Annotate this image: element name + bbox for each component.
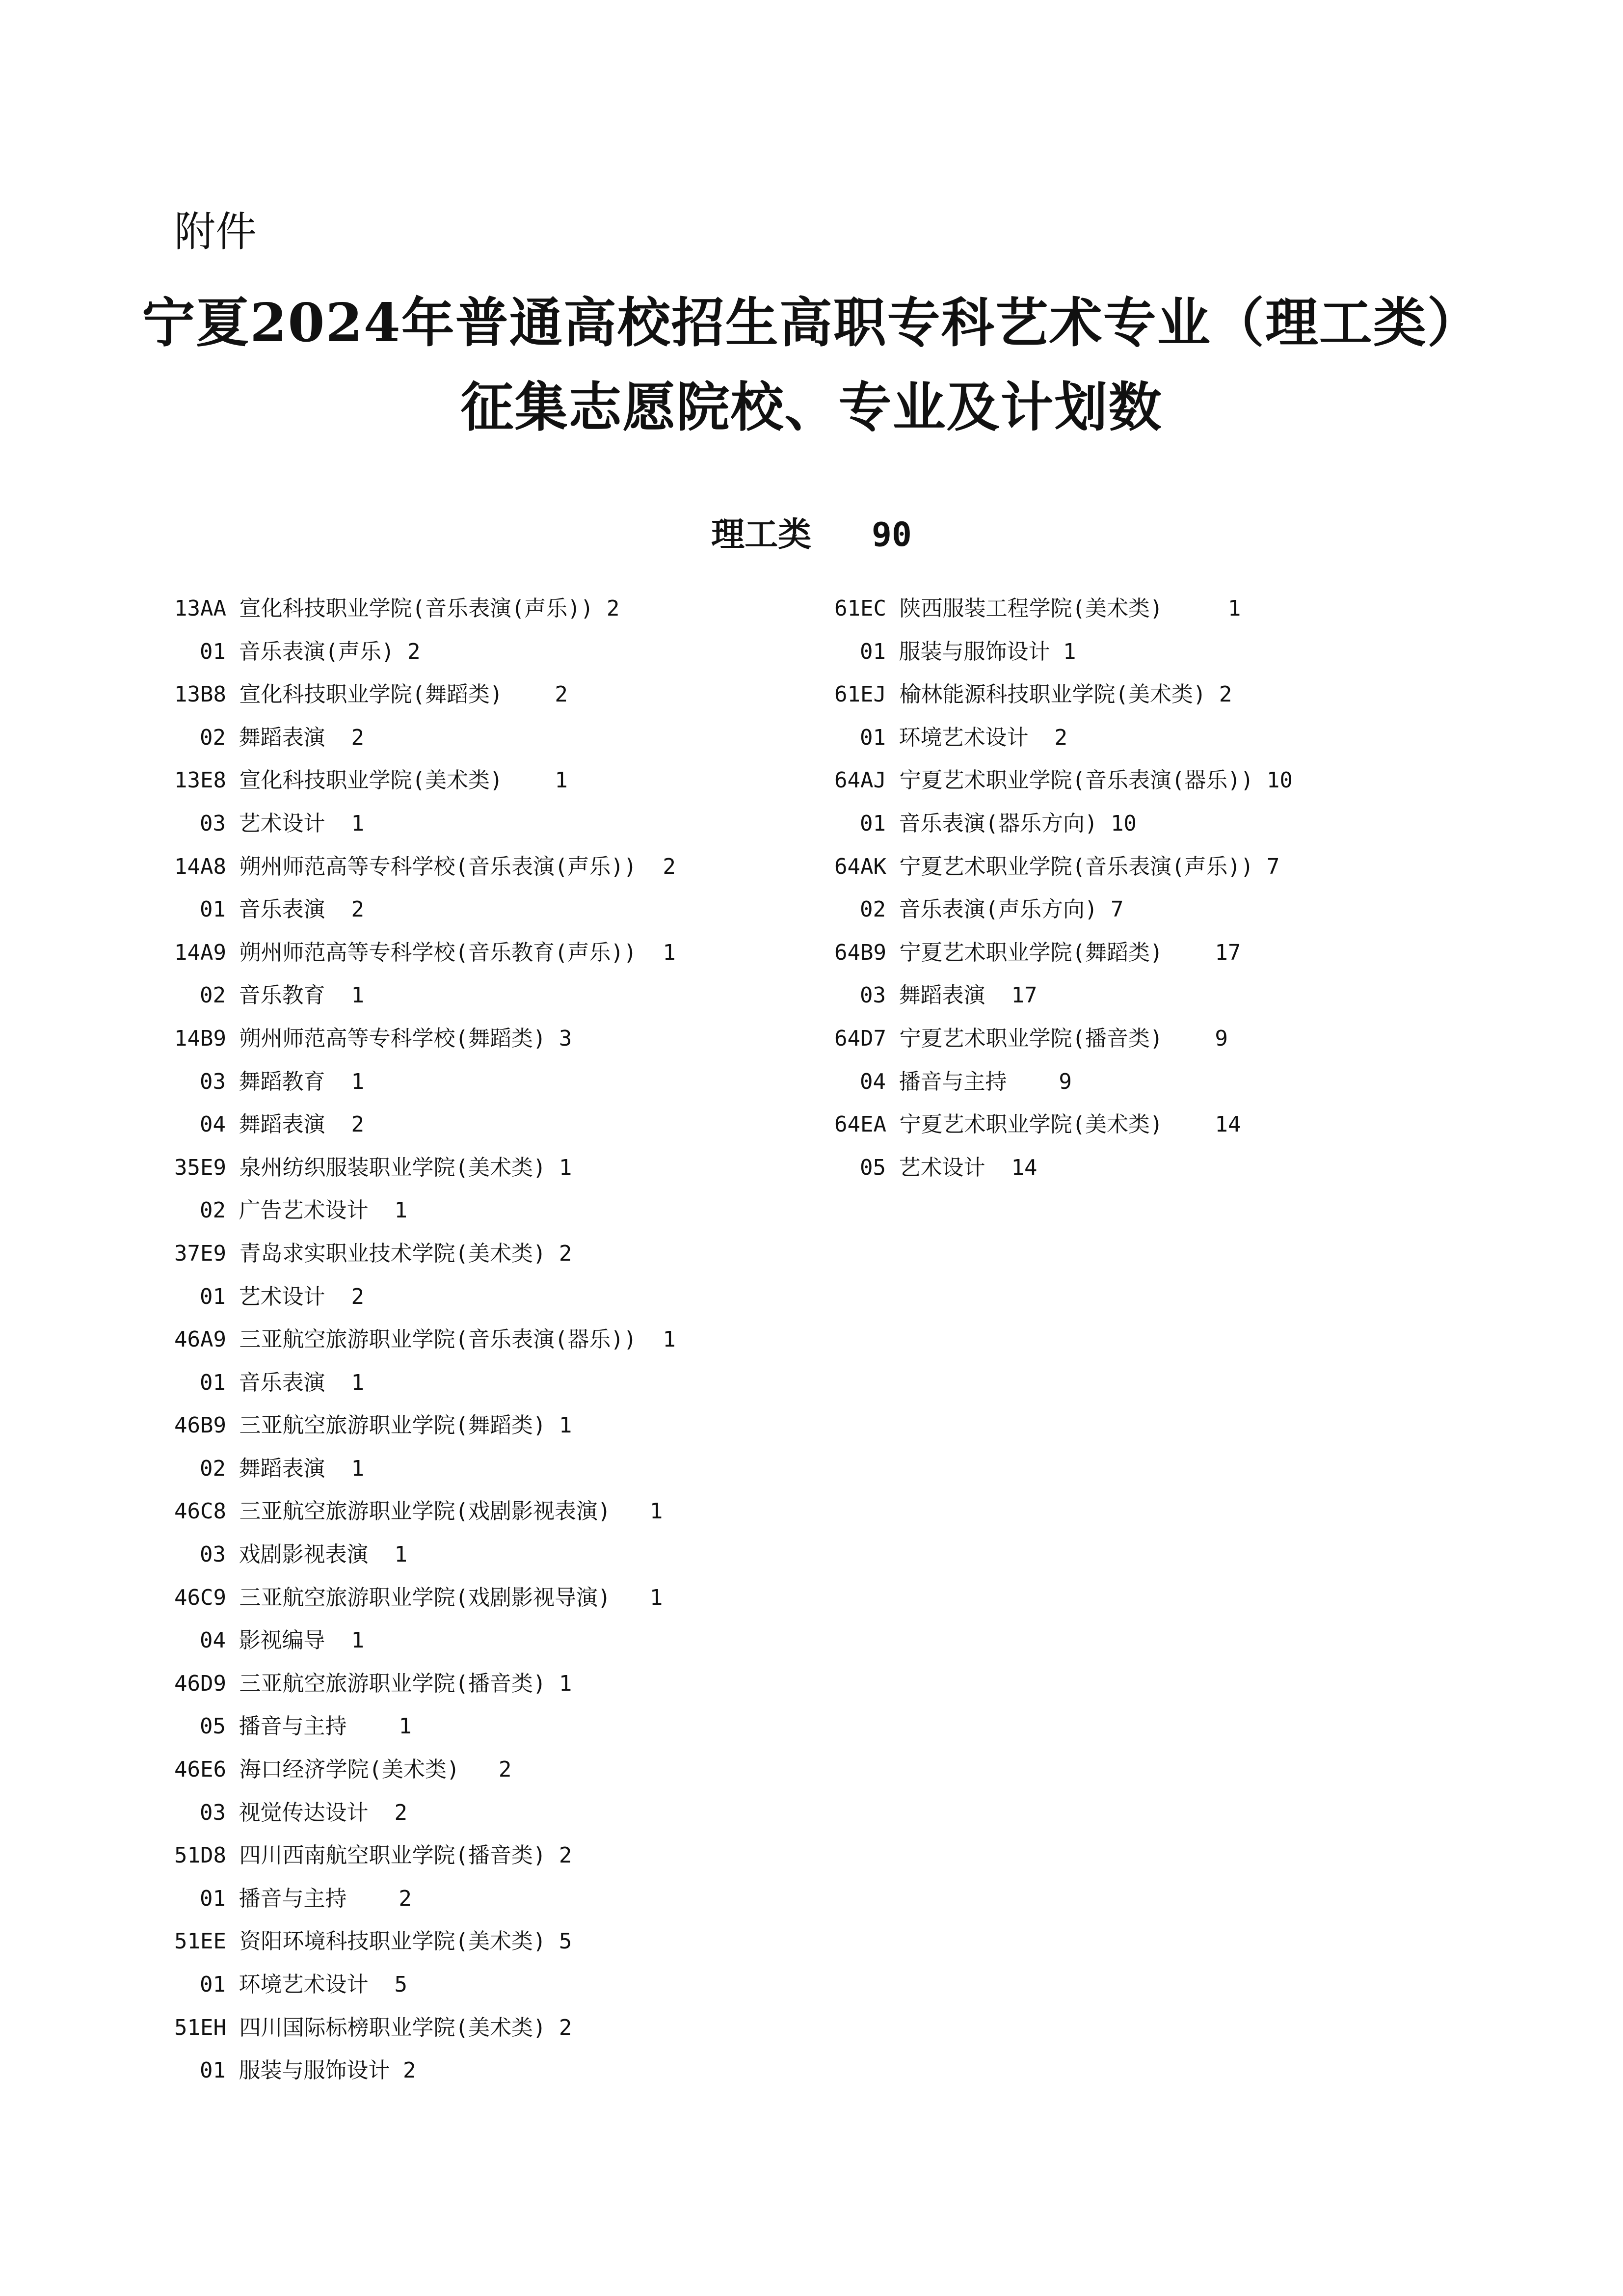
major-entry: 01 音乐表演 2 — [200, 897, 364, 922]
major-entry: 04 影视编导 1 — [200, 1628, 364, 1653]
school-entry: 51EE 资阳环境科技职业学院(美术类) 5 — [174, 1929, 572, 1954]
school-entry: 37E9 青岛求实职业技术学院(美术类) 2 — [174, 1241, 572, 1266]
school-entry: 35E9 泉州纺织服装职业学院(美术类) 1 — [174, 1155, 572, 1180]
major-entry: 01 播音与主持 2 — [200, 1886, 412, 1911]
annex-label: 附件 — [174, 208, 257, 256]
major-entry: 01 环境艺术设计 2 — [860, 725, 1067, 750]
school-entry: 14A9 朔州师范高等专科学校(音乐教育(声乐)) 1 — [174, 940, 676, 965]
school-entry: 14A8 朔州师范高等专科学校(音乐表演(声乐)) 2 — [174, 854, 676, 879]
major-entry: 01 音乐表演(器乐方向) 10 — [860, 810, 1137, 836]
major-entry: 02 音乐表演(声乐方向) 7 — [860, 897, 1124, 922]
school-entry: 46E6 海口经济学院(美术类) 2 — [174, 1757, 512, 1783]
major-entry: 03 舞蹈表演 17 — [860, 983, 1038, 1008]
major-entry: 04 舞蹈表演 2 — [200, 1112, 364, 1137]
major-entry: 01 艺术设计 2 — [200, 1284, 364, 1309]
major-entry: 02 舞蹈表演 2 — [200, 725, 364, 750]
school-entry: 14B9 朔州师范高等专科学校(舞蹈类) 3 — [174, 1026, 572, 1051]
school-entry: 51D8 四川西南航空职业学院(播音类) 2 — [174, 1843, 572, 1868]
school-entry: 64B9 宁夏艺术职业学院(舞蹈类) 17 — [834, 940, 1241, 965]
document-title-line-2: 征集志愿院校、专业及计划数 — [460, 377, 1163, 438]
school-entry: 61EC 陕西服装工程学院(美术类) 1 — [834, 596, 1241, 621]
school-entry: 46D9 三亚航空旅游职业学院(播音类) 1 — [174, 1671, 572, 1696]
major-entry: 03 戏剧影视表演 1 — [200, 1542, 407, 1567]
school-entry: 13AA 宣化科技职业学院(音乐表演(声乐)) 2 — [174, 596, 620, 621]
major-entry: 01 音乐表演 1 — [200, 1370, 364, 1395]
major-entry: 03 艺术设计 1 — [200, 810, 364, 836]
category-heading — [0, 515, 1623, 554]
major-entry: 01 环境艺术设计 5 — [200, 1972, 407, 1997]
school-entry: 64EA 宁夏艺术职业学院(美术类) 14 — [834, 1112, 1241, 1137]
major-entry: 02 舞蹈表演 1 — [200, 1456, 364, 1481]
school-entry: 46B9 三亚航空旅游职业学院(舞蹈类) 1 — [174, 1413, 572, 1438]
school-entry: 51EH 四川国际标榜职业学院(美术类) 2 — [174, 2015, 572, 2040]
left-column-list — [174, 587, 788, 2092]
major-entry: 03 舞蹈教育 1 — [200, 1069, 364, 1094]
right-column-list — [834, 587, 1521, 1189]
school-entry: 64D7 宁夏艺术职业学院(播音类) 9 — [834, 1026, 1228, 1051]
category-name: 理工类 — [711, 515, 812, 554]
category-total: 90 — [871, 515, 912, 554]
major-entry: 01 服装与服饰设计 1 — [860, 639, 1076, 664]
school-entry: 64AJ 宁夏艺术职业学院(音乐表演(器乐)) 10 — [834, 768, 1293, 793]
school-entry: 46C9 三亚航空旅游职业学院(戏剧影视导演) 1 — [174, 1585, 663, 1610]
school-entry: 61EJ 榆林能源科技职业学院(美术类) 2 — [834, 682, 1232, 707]
document-title-line-1: 宁夏2024年普通高校招生高职专科艺术专业（理工类） — [142, 292, 1481, 354]
major-entry: 05 播音与主持 1 — [200, 1714, 412, 1739]
school-entry: 13E8 宣化科技职业学院(美术类) 1 — [174, 768, 568, 793]
major-entry: 05 艺术设计 14 — [860, 1155, 1038, 1180]
school-entry: 64AK 宁夏艺术职业学院(音乐表演(声乐)) 7 — [834, 854, 1280, 879]
school-entry: 13B8 宣化科技职业学院(舞蹈类) 2 — [174, 682, 568, 707]
school-entry: 46A9 三亚航空旅游职业学院(音乐表演(器乐)) 1 — [174, 1327, 676, 1352]
major-entry: 02 广告艺术设计 1 — [200, 1198, 407, 1223]
major-entry: 02 音乐教育 1 — [200, 983, 364, 1008]
school-entry: 46C8 三亚航空旅游职业学院(戏剧影视表演) 1 — [174, 1499, 663, 1524]
major-entry: 01 音乐表演(声乐) 2 — [200, 639, 421, 664]
major-entry: 04 播音与主持 9 — [860, 1069, 1072, 1094]
major-entry: 03 视觉传达设计 2 — [200, 1800, 407, 1825]
major-entry: 01 服装与服饰设计 2 — [200, 2058, 416, 2083]
